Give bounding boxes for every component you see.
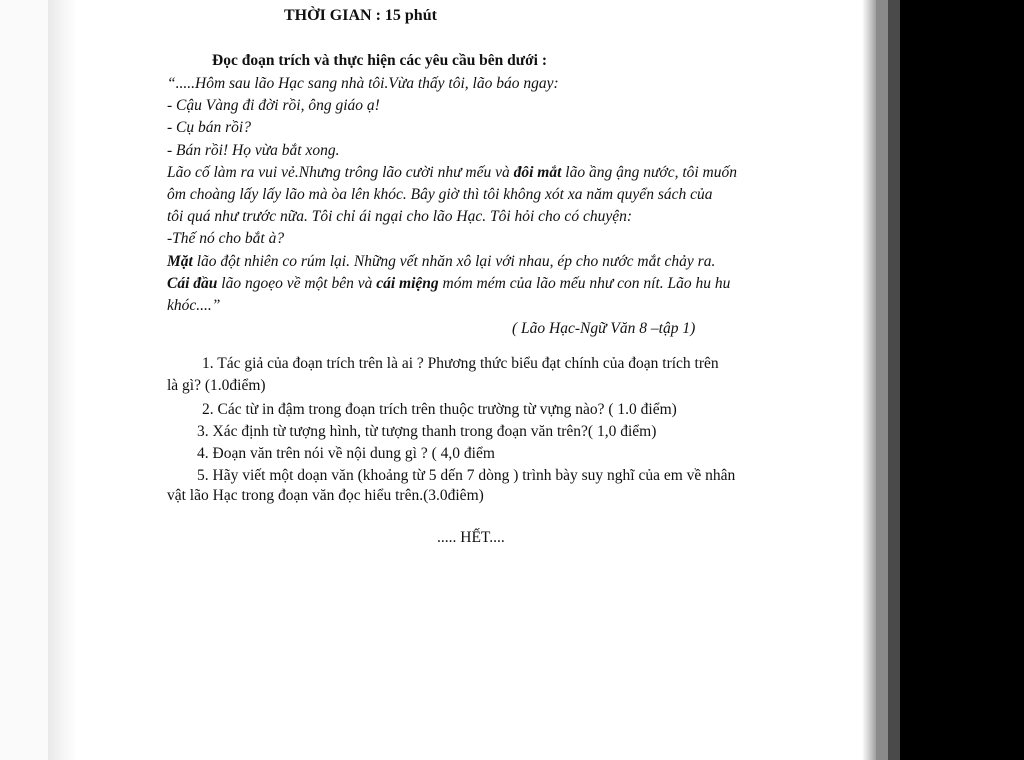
viewer-grey-strip <box>876 0 888 760</box>
passage-text: lão ầng ậng nước, tôi muốn <box>561 164 737 181</box>
end-marker: ..... HẾT.... <box>437 529 505 546</box>
question-1-line-2: là gì? (1.0điểm) <box>167 377 266 394</box>
passage-line-4: - Bán rồi! Họ vừa bắt xong. <box>167 142 340 159</box>
passage-text: lão đột nhiên co rúm lại. Những vết nhăn xô lại với nhau, ép cho nước mắt chảy ra. <box>192 253 716 270</box>
question-2: 2. Các từ in đậm trong đoạn trích trên thuộc trường từ vựng nào? ( 1.0 điểm) <box>202 401 677 418</box>
passage-text: Lão cố làm ra vui vẻ.Nhưng trông lão cười như mếu và <box>167 164 514 181</box>
viewer-left-background <box>0 0 52 760</box>
question-3: 3. Xác định từ tượng hình, từ tượng thanh trong đoạn văn trên?( 1,0 điểm) <box>197 423 657 440</box>
question-4: 4. Đoạn văn trên nói về nội dung gì ? ( 4,0 điểm <box>197 445 495 462</box>
page-left-shadow <box>48 0 78 760</box>
bold-word-cai-dau: Cái đầu <box>167 275 218 292</box>
passage-line-7: tôi quá như trước nữa. Tôi chỉ ái ngại cho lão Hạc. Tôi hỏi cho có chuyện: <box>167 208 632 225</box>
passage-line-1: “.....Hôm sau lão Hạc sang nhà tôi.Vừa thấy tôi, lão báo ngay: <box>167 75 559 92</box>
passage-line-8: -Thế nó cho bắt à? <box>167 230 285 247</box>
passage-line-6: ôm choàng lấy lấy lão mà òa lên khóc. Bây giờ thì tôi không xót xa năm quyển sách của <box>167 186 713 203</box>
exam-time-label: THỜI GIAN : 15 phút <box>284 7 437 24</box>
passage-text: lão ngoẹo về một bên và <box>217 275 377 292</box>
passage-line-9 <box>167 252 715 272</box>
passage-line-10 <box>167 274 730 294</box>
passage-text: móm mém của lão mếu như con nít. Lão hu hu <box>438 275 731 292</box>
passage-source: ( Lão Hạc-Ngữ Văn 8 –tập 1) <box>512 320 696 337</box>
bold-word-cai-mieng: cái miệng <box>376 275 439 292</box>
passage-line-2: - Cậu Vàng đi đời rồi, ông giáo ạ! <box>167 97 380 114</box>
passage-line-5 <box>167 163 737 183</box>
bold-word-doi-mat: đôi mắt <box>513 164 562 181</box>
question-1-line-1: 1. Tác giả của đoạn trích trên là ai ? Phương thức biểu đạt chính của đoạn trích trên <box>202 355 719 372</box>
viewer-right-background <box>900 0 1024 760</box>
viewer-dark-strip <box>888 0 900 760</box>
bold-word-mat: Mặt <box>167 253 193 270</box>
question-5-line-2: vật lão Hạc trong đoạn văn đọc hiểu trên.(3.0điêm) <box>167 487 484 504</box>
instruction-heading: Đọc đoạn trích và thực hiện các yêu cầu bên dưới : <box>212 52 548 69</box>
question-5-line-1: 5. Hãy viết một doạn văn (khoảng từ 5 dến 7 dòng ) trình bày suy nghĩ của em về nhân <box>197 467 736 484</box>
passage-line-11: khóc....” <box>167 297 221 314</box>
page-right-edge <box>862 0 876 760</box>
passage-line-3: - Cụ bán rồi? <box>167 119 251 136</box>
